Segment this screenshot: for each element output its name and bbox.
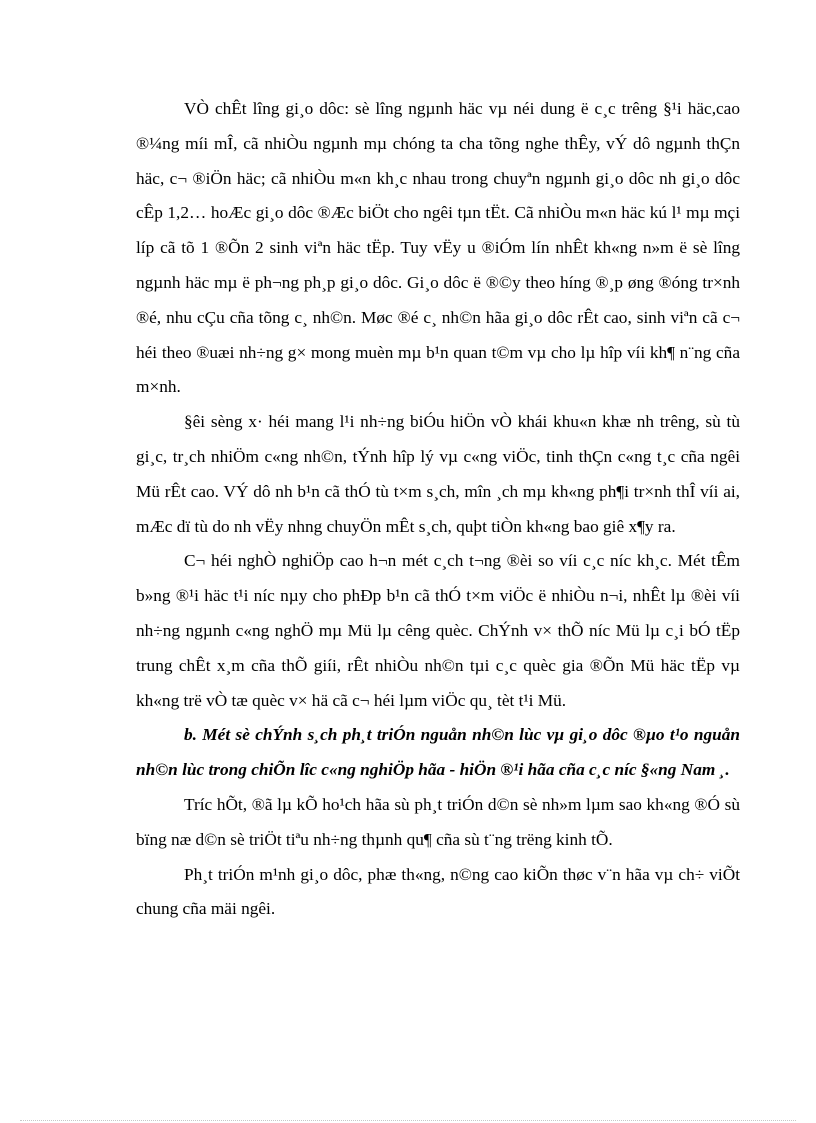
page-bottom-divider [20,1120,796,1121]
paragraph-population-planning: Tríc hÕt, ®ã lµ kÕ ho¹ch hãa sù ph¸t triÓn d©n sè nh»m lµm sao kh«ng ®Ó sù bïng næ d©n sè triÖt tiªu nh÷ng thµnh qu¶ cña sù t¨ng trëng kinh tÕ. [136,794,740,849]
section-heading: b. Mét sè chÝnh s¸ch ph¸t triÓn nguån nh©n lùc vµ gi¸o dôc ®µo t¹o nguån nh©n lùc trong chiÕn lîc c«ng nghiÖp hãa - hiÖn ®¹i hãa cña c¸c níc §«ng Nam ¸. [136,725,740,780]
paragraph-education-development: Ph¸t triÓn m¹nh gi¸o dôc, phæ th«ng, n©ng cao kiÕn thøc v¨n hãa vµ ch÷ viÕt chung cña mäi ngêi. [136,864,740,919]
paragraph-social-life: §êi sèng x· héi mang l¹i nh÷ng biÓu hiÖn vÒ khái khu«n khæ nh trêng, sù tù gi¸c, tr¸ch nhiÖm c«ng nh©n, tÝnh hîp lý vµ c«ng viÖc, tinh thÇn c«ng t¸c cña ngêi Mü rÊt cao. VÝ dô nh b¹n cã thÓ tù t×m s¸ch, mîn ¸ch mµ kh«ng ph¶i tr×nh thÎ víi ai, mÆc dï tù do nh vËy nhng chuyÖn mÊt s¸ch, quþt tiÒn kh«ng bao giê x¶y ra. [136,412,740,536]
paragraph-career-opportunity: C¬ héi nghÒ nghiÖp cao h¬n mét c¸ch t¬ng ®èi so víi c¸c níc kh¸c. Mét tÊm b»ng ®¹i häc t¹i níc nµy cho phÐp b¹n cã thÓ t×m viÖc ë nhiÒu n¬i, nhÊt lµ ®èi víi nh÷ng ngµnh c«ng nghÖ mµ Mü lµ cêng quèc. ChÝnh v× thÕ níc Mü lµ c¸i bÓ tËp trung chÊt x¸m cña thÕ giíi, rÊt nhiÒu nh©n tµi c¸c quèc gia ®Õn Mü häc tËp vµ kh«ng trë vÒ tæ quèc v× hä cã c¬ héi lµm viÖc qu¸ tèt t¹i Mü. [136,551,740,710]
document-body [136,92,740,927]
paragraph-education-quality: VÒ chÊt lîng gi¸o dôc: sè lîng ngµnh häc vµ néi dung ë c¸c trêng §¹i häc,cao ®¼ng míi mÎ, cã nhiÒu ngµnh mµ chóng ta cha tõng nghe thÊy, vÝ dô ngµnh thÇn häc, c¬ ®iÖn häc; cã nhiÒu m«n kh¸c nhau trong chuyªn ngµnh gi¸o dôc nh gi¸o dôc cÊp 1,2… hoÆc gi¸o dôc ®Æc biÖt cho ngêi tµn tËt. Cã nhiÒu m«n häc kú l¹ mµ mçi líp cã tõ 1 ®Õn 2 sinh viªn häc tËp. Tuy vËy u ®iÓm lín nhÊt kh«ng n»m ë sè lîng ngµnh häc mµ ë ph¬ng ph¸p gi¸o dôc. Gi¸o dôc ë ®©y theo híng ®¸p øng ®óng tr×nh ®é, nhu cÇu cña tõng c¸ nh©n. Møc ®é c¸ nh©n hãa gi¸o dôc rÊt cao, sinh viªn cã c¬ héi theo ®uæi nh÷ng g× mong muèn mµ b¹n quan t©m vµ cho lµ hîp víi kh¶ n¨ng cña m×nh. [136,99,740,397]
